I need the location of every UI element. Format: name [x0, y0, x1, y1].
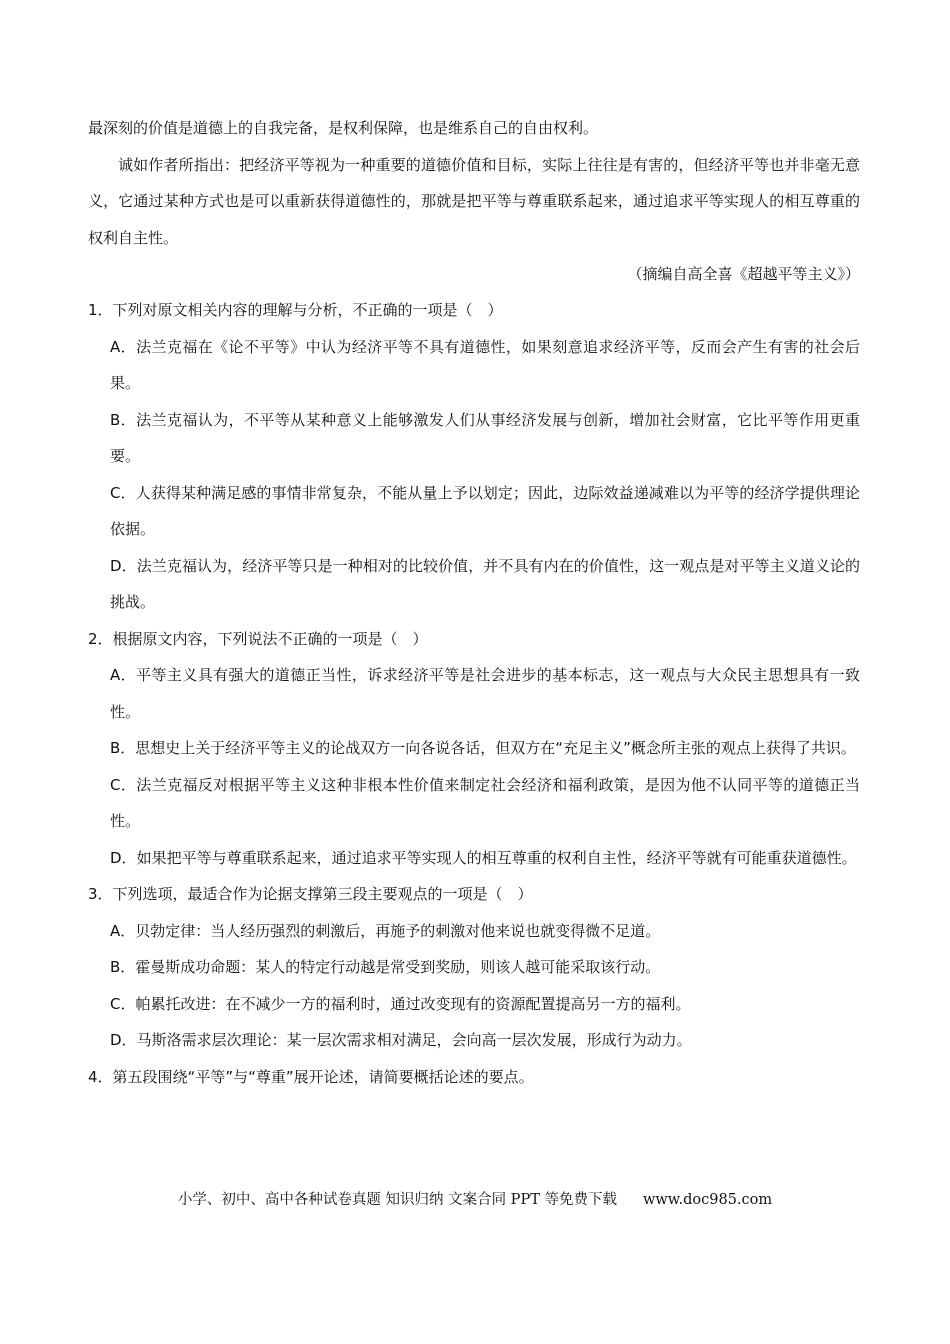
- option-letter: B．: [110, 410, 137, 429]
- option-d: [110, 548, 860, 621]
- option-d: [110, 1022, 860, 1059]
- option-text: 法兰克福认为，经济平等只是一种相对的比较价值，并不具有内在的价值性，这一观点是对平等主义道义论的挑战。: [110, 556, 860, 611]
- question-text: 下列选项，最适合作为论据支撑第三段主要观点的一项是（ ）: [112, 885, 533, 903]
- option-letter: B．: [110, 958, 136, 976]
- option-c: [110, 767, 860, 840]
- option-b: [110, 949, 860, 986]
- question-stem: [88, 876, 860, 913]
- question-text: 根据原文内容，下列说法不正确的一项是（ ）: [112, 629, 428, 648]
- option-letter: C．: [110, 775, 137, 794]
- question-2: [88, 621, 860, 877]
- option-text: 人获得某种满足感的事情非常复杂，不能从量上予以划定；因此，边际效益递减难以为平等的经济学提供理论依据。: [110, 483, 860, 538]
- question-text: 下列对原文相关内容的理解与分析，不正确的一项是（ ）: [112, 301, 503, 319]
- passage-paragraph-2: 诚如作者所指出：把经济平等视为一种重要的道德价值和目标，实际上往往是有害的，但经济平等也并非毫无意义，它通过某种方式也是可以重新获得道德性的，那就是把平等与尊重联系起来，通过追求平等实现人的相互尊重的权利自主性。: [88, 155, 860, 247]
- option-b: [110, 402, 860, 475]
- question-stem: [88, 621, 860, 658]
- option-text: 思想史上关于经济平等主义的论战双方一向各说各话，但双方在“充足主义”概念所主张的观点上获得了共识。: [135, 739, 856, 757]
- option-c: [110, 475, 860, 548]
- option-text: 法兰克福反对根据平等主义这种非根本性价值来制定社会经济和福利政策，是因为他不认同平等的道德正当性。: [110, 775, 860, 830]
- option-text: 平等主义具有强大的道德正当性，诉求经济平等是社会进步的基本标志，这一观点与大众民主思想具有一致性。: [110, 666, 860, 721]
- option-c: [110, 986, 860, 1023]
- question-text: 第五段围绕“平等”与“尊重”展开论述，请简要概括论述的要点。: [112, 1067, 534, 1086]
- question-number: 3．: [88, 885, 113, 903]
- page-footer: [0, 1188, 950, 1209]
- option-text: 法兰克福在《论不平等》中认为经济平等不具有道德性，如果刻意追求经济平等，反而会产生有害的社会后果。: [110, 337, 860, 392]
- question-number: 4．: [88, 1067, 113, 1086]
- option-b: [110, 730, 860, 767]
- question-number: 2．: [88, 629, 113, 648]
- question-list: [88, 292, 860, 1095]
- option-letter: D．: [110, 1031, 137, 1049]
- footer-text: 小学、初中、高中各种试卷真题 知识归纳 文案合同 PPT 等免费下载: [177, 1192, 617, 1208]
- option-text: 法兰克福认为，不平等从某种意义上能够激发人们从事经济发展与创新，增加社会财富，它比平等作用更重要。: [110, 410, 860, 465]
- option-letter: C．: [110, 994, 136, 1013]
- option-letter: D．: [110, 556, 137, 575]
- option-letter: C．: [110, 483, 136, 502]
- option-letter: D．: [110, 848, 137, 867]
- option-text: 如果把平等与尊重联系起来，通过追求平等实现人的相互尊重的权利自主性，经济平等就有可能重获道德性。: [136, 848, 857, 867]
- question-stem: [88, 1059, 860, 1096]
- option-letter: B．: [110, 739, 136, 757]
- question-4: [88, 1059, 860, 1096]
- option-text: 马斯洛需求层次理论：某一层次需求相对满足，会向高一层次发展，形成行为动力。: [136, 1031, 692, 1049]
- option-d: [110, 840, 860, 877]
- footer-website-link[interactable]: www.doc985.com: [642, 1192, 773, 1208]
- passage-source: （摘编自高全喜《超越平等主义》）: [627, 265, 860, 283]
- question-1: [88, 292, 860, 621]
- option-letter: A．: [110, 921, 136, 940]
- question-number: 1．: [88, 301, 113, 319]
- passage-paragraph-1: 最深刻的价值是道德上的自我完备，是权利保障，也是维系自己的自由权利。: [88, 119, 599, 137]
- option-letter: A．: [110, 337, 137, 356]
- option-a: [110, 329, 860, 402]
- reading-passage: [88, 110, 860, 293]
- question-3: [88, 876, 860, 1059]
- option-a: [110, 657, 860, 730]
- option-text: 帕累托改进：在不减少一方的福利时，通过改变现有的资源配置提高另一方的福利。: [135, 994, 691, 1013]
- option-text: 贝勃定律：当人经历强烈的刺激后，再施予的刺激对他来说也就变得微不足道。: [135, 921, 661, 940]
- option-a: [110, 913, 860, 950]
- option-letter: A．: [110, 666, 137, 684]
- option-text: 霍曼斯成功命题：某人的特定行动越是常受到奖励，则该人越可能采取该行动。: [135, 958, 661, 976]
- question-stem: [88, 292, 860, 329]
